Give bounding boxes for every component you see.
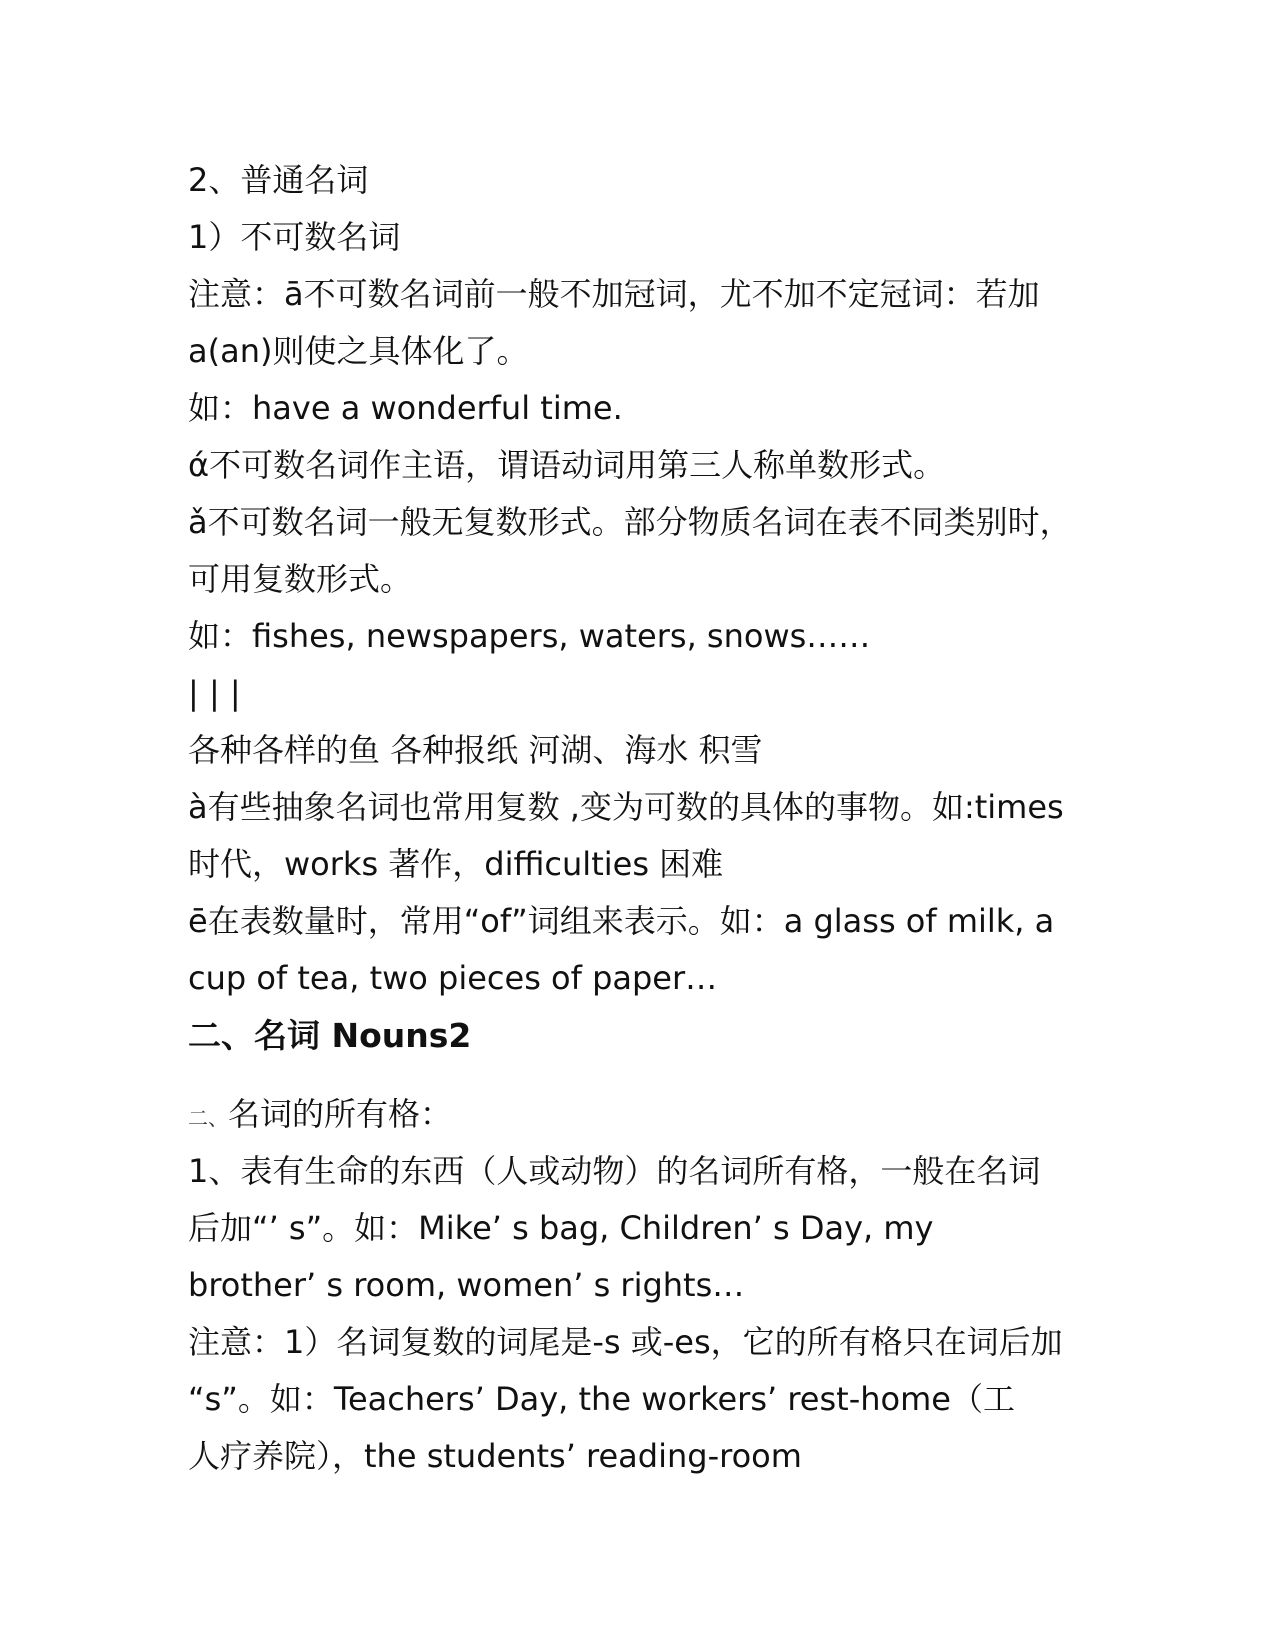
section-title-possessive bbox=[188, 1086, 1098, 1143]
section-marker: 二、 bbox=[188, 1106, 228, 1130]
text-line: cup of tea, two pieces of paper… bbox=[188, 959, 718, 997]
text-line: brother’ s room, women’ s rights… bbox=[188, 1266, 745, 1304]
section-title-text: 名词的所有格： bbox=[228, 1095, 453, 1133]
text-line: “s”。如：Teachers’ Day, the workers’ rest-home（工 bbox=[188, 1380, 1015, 1418]
text-line: 可用复数形式。 bbox=[188, 560, 413, 598]
text-line: ē在表数量时，常用“of”词组来表示。如：a glass of milk, a bbox=[188, 902, 1055, 940]
subsection-uncountable-nouns: 1）不可数名词 bbox=[188, 218, 401, 256]
text-line: 注意：ā不可数名词前一般不加冠词，尤不加不定冠词：若加 bbox=[188, 275, 1040, 313]
translation-line: 各种各样的鱼 各种报纸 河湖、海水 积雪 bbox=[188, 731, 763, 769]
text-line: à有些抽象名词也常用复数 ,变为可数的具体的事物。如:times bbox=[188, 788, 1064, 826]
example-line: 如：have a wonderful time. bbox=[188, 389, 623, 427]
text-line: ǎ不可数名词一般无复数形式。部分物质名词在表不同类别时， bbox=[188, 503, 1072, 541]
spacer bbox=[188, 1064, 1098, 1086]
text-line: a(an)则使之具体化了。 bbox=[188, 332, 529, 370]
text-line: 时代，works 著作，difficulties 困难 bbox=[188, 845, 724, 883]
chapter-heading: 二、名词 Nouns2 bbox=[188, 1016, 472, 1055]
document-body bbox=[188, 152, 1098, 1485]
text-line: 后加“’ s”。如：Mike’ s bag, Children’ s Day, my bbox=[188, 1209, 934, 1247]
text-line: ά不可数名词作主语，谓语动词用第三人称单数形式。 bbox=[188, 446, 946, 484]
text-line: 注意：1）名词复数的词尾是-s 或-es，它的所有格只在词后加 bbox=[188, 1323, 1063, 1361]
section-title-common-nouns: 2、普通名词 bbox=[188, 161, 369, 199]
pointer-marks: | | | bbox=[188, 674, 241, 712]
text-line: 1、表有生命的东西（人或动物）的名词所有格，一般在名词 bbox=[188, 1152, 1041, 1190]
text-line: 人疗养院），the students’ reading-room bbox=[188, 1437, 802, 1475]
example-line: 如：fishes, newspapers, waters, snows…… bbox=[188, 617, 871, 655]
